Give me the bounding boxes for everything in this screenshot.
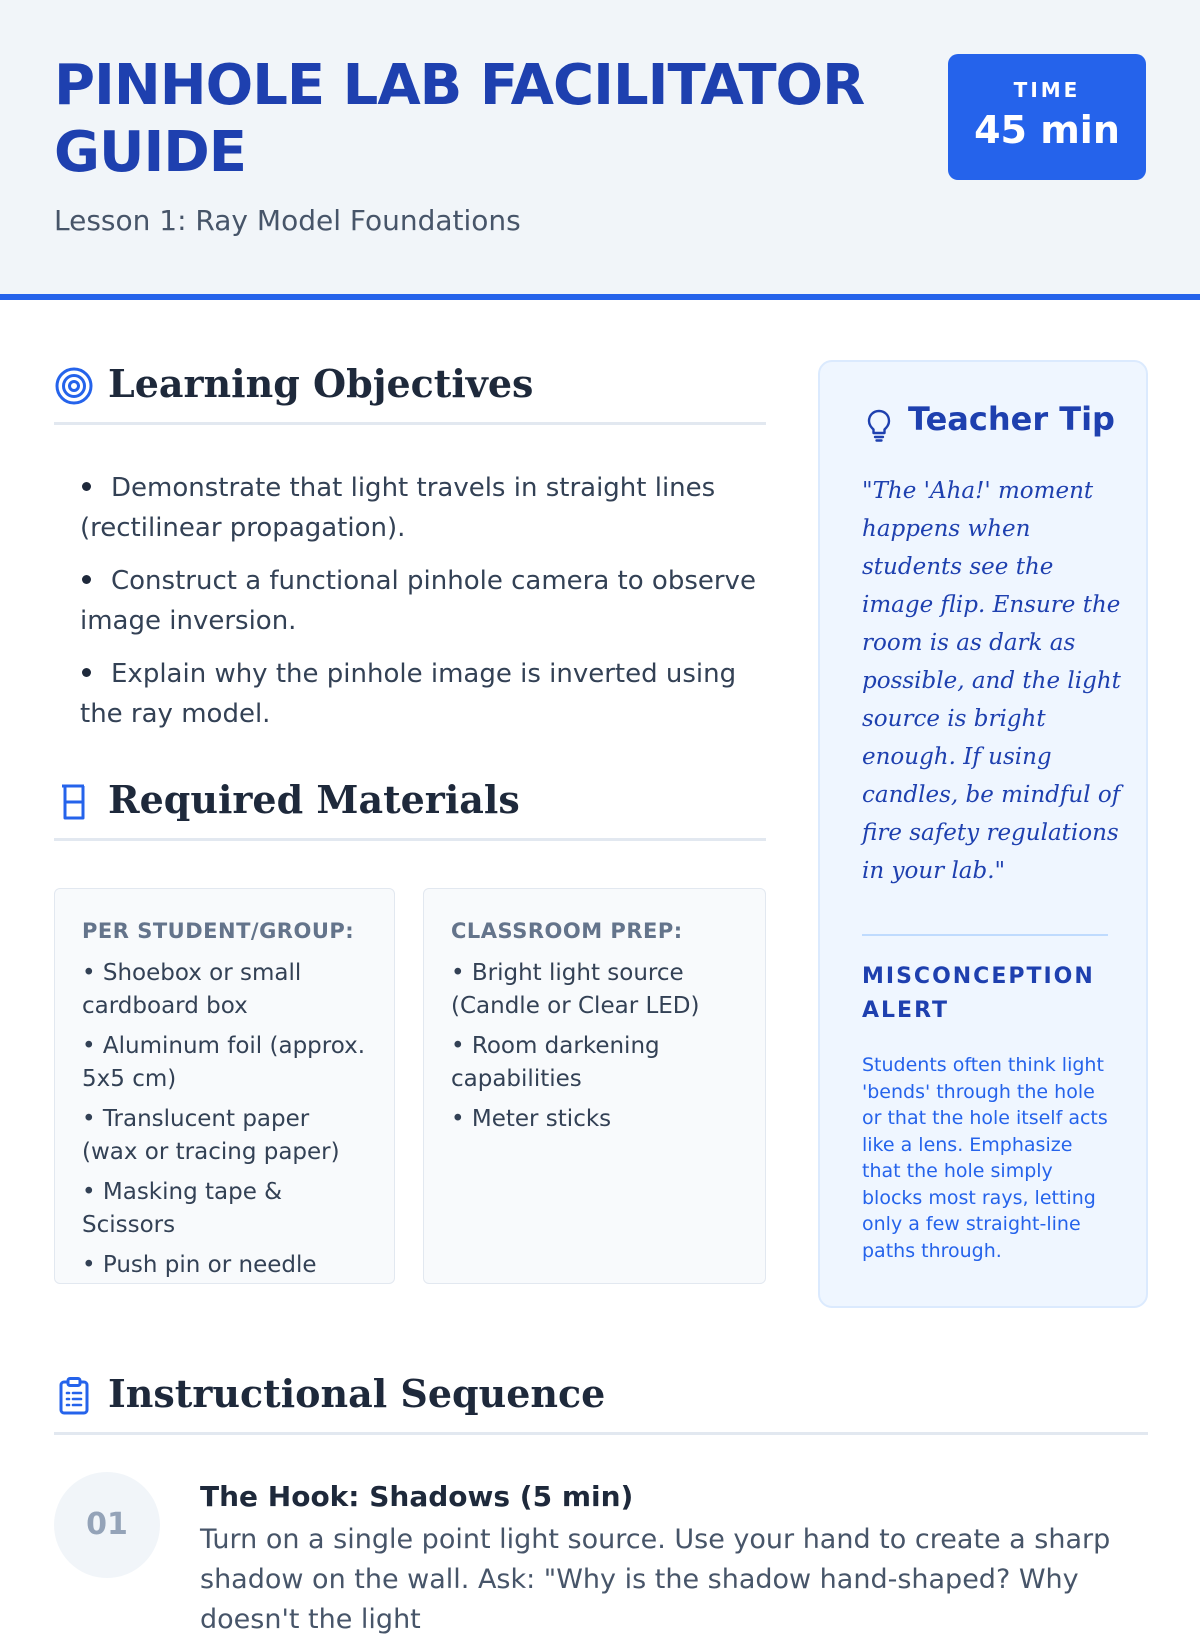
step-number: 01	[54, 1472, 160, 1578]
list-item: • Shoebox or small cardboard box	[82, 960, 302, 1019]
objectives-section-header	[54, 352, 766, 425]
per-student-materials-card	[54, 888, 395, 1284]
tip-quote: "The 'Aha!' moment happens when students see the image flip. Ensure the room is as dark as possible, and the light source is bright enough. If using candles, be mindful of fire safety regulations in your lab."	[862, 478, 1121, 884]
step-text: Turn on a single point light source. Use your hand to create a sharp shadow on the wall. Ask: "Why is the shadow hand-shaped? Why doesn't the light	[200, 1524, 1111, 1635]
objective-text: Construct a functional pinhole camera to observe image inversion.	[80, 566, 756, 636]
per-student-title: PER STUDENT/GROUP:	[82, 919, 355, 943]
list-item: • Room darkening capabilities	[451, 1033, 660, 1092]
objective-text: Demonstrate that light travels in straight lines (rectilinear propagation).	[80, 473, 716, 543]
step-title: The Hook: Shadows (5 min)	[200, 1480, 634, 1513]
per-student-list	[82, 957, 368, 1282]
divider	[862, 934, 1108, 936]
page-header	[0, 0, 1200, 300]
materials-section-header	[54, 768, 766, 841]
list-item	[80, 468, 770, 548]
classroom-prep-card	[423, 888, 766, 1284]
list-item: • Aluminum foil (approx. 5x5 cm)	[82, 1033, 366, 1092]
time-label: TIME	[1013, 78, 1081, 102]
sequence-heading: Instructional Sequence	[108, 1371, 606, 1416]
objectives-list	[80, 468, 770, 747]
bullet-icon	[82, 482, 91, 491]
lightbulb-icon	[864, 408, 894, 442]
materials-heading: Required Materials	[108, 777, 520, 822]
list-item	[80, 654, 770, 734]
list-item: • Translucent paper (wax or tracing paper)	[82, 1106, 340, 1165]
classroom-prep-list	[451, 957, 739, 1136]
target-icon	[54, 366, 94, 406]
list-item: • Push pin or needle	[82, 1252, 317, 1278]
tip-title: Teacher Tip	[908, 400, 1115, 438]
misconception-alert-text: Students often think light 'bends' through the hole or that the hole itself acts like a lens. Emphasize that the hole simply blocks most rays, letting only a few straight-line paths through.	[862, 1054, 1108, 1262]
sequence-section-header	[54, 1362, 1148, 1435]
beaker-icon	[54, 782, 94, 822]
list-item: • Bright light source (Candle or Clear LED)	[451, 960, 700, 1019]
teacher-tip-panel	[818, 360, 1148, 1308]
bullet-icon	[82, 575, 91, 584]
classroom-prep-title: CLASSROOM PREP:	[451, 919, 683, 943]
objective-text: Explain why the pinhole image is inverted using the ray model.	[80, 659, 737, 729]
page-title: PINHOLE LAB FACILITATOR GUIDE	[54, 53, 865, 185]
list-item	[80, 561, 770, 641]
lesson-subtitle: Lesson 1: Ray Model Foundations	[54, 204, 521, 237]
misconception-alert-title: MISCONCEPTION ALERT	[862, 964, 1095, 1023]
bullet-icon	[82, 668, 91, 677]
time-value: 45 min	[974, 108, 1120, 152]
time-badge	[948, 54, 1146, 180]
objectives-heading: Learning Objectives	[108, 361, 534, 406]
list-item: • Masking tape & Scissors	[82, 1179, 283, 1238]
list-item: • Meter sticks	[451, 1106, 612, 1132]
clipboard-icon	[54, 1376, 94, 1416]
